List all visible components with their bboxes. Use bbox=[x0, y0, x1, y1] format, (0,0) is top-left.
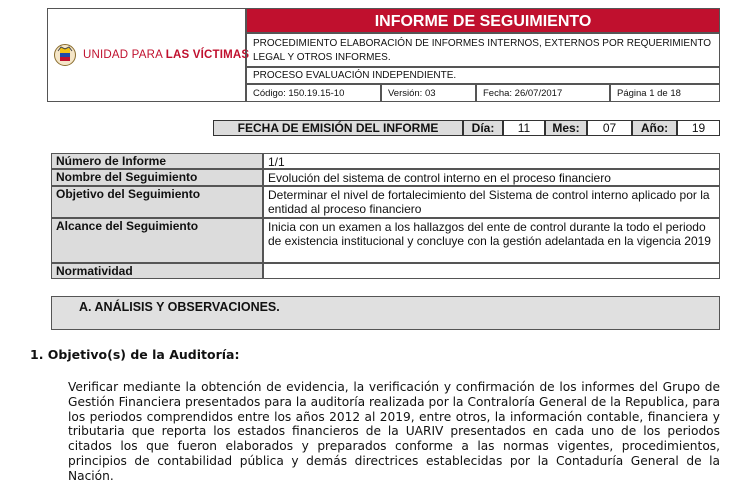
day-label: Día: bbox=[463, 120, 503, 136]
audit-objectives-paragraph: Verificar mediante la obtención de evidencia, la verificación y confirmación de los informes del Grupo de Gestión Financiera presentados para la auditoría realizada por la Contraloría General de la Republica, para los periodos comprendidos entre los años 2012 al 2019, entre otros, la información contable, financiera y tributaria que reporta los estados financieros de la UARIV presentados en cada uno de los periodos citados los que fueron elaborados y preparados conforme a las normas vigentes, procedimientos, principios de contabilidad pública y demás directrices establecidas por la Contaduría General de la Nación. bbox=[68, 380, 720, 483]
document-code: Código: 150.19.15-10 bbox=[246, 84, 381, 102]
month-value: 07 bbox=[587, 120, 632, 136]
document-version: Versión: 03 bbox=[381, 84, 476, 102]
tracking-scope-value: Inicia con un examen a los hallazgos del ente de control durante la todo el periodo de existencia institucional y concluye con la gestión adelantada en la vigencia 2019 bbox=[263, 218, 720, 263]
process-name: PROCESO EVALUACIÓN INDEPENDIENTE. bbox=[246, 67, 720, 84]
tracking-name-value: Evolución del sistema de control interno en el proceso financiero bbox=[263, 169, 720, 186]
emission-date-label: FECHA DE EMISIÓN DEL INFORME bbox=[213, 120, 463, 136]
year-value: 19 bbox=[677, 120, 720, 136]
tracking-objective-value: Determinar el nivel de fortalecimiento del Sistema de control interno aplicado por la entidad al proceso financiero bbox=[263, 186, 720, 218]
report-number-label: Número de Informe bbox=[51, 153, 263, 169]
logo-wordmark: UNIDAD PARA LAS VÍCTIMAS bbox=[83, 49, 250, 61]
month-label: Mes: bbox=[545, 120, 587, 136]
tracking-scope-label: Alcance del Seguimiento bbox=[51, 218, 263, 263]
page-number: Página 1 de 18 bbox=[610, 84, 720, 102]
section-analysis-heading: A. ANÁLISIS Y OBSERVACIONES. bbox=[51, 296, 720, 330]
document-date: Fecha: 26/07/2017 bbox=[476, 84, 610, 102]
year-label: Año: bbox=[632, 120, 677, 136]
regulations-label: Normatividad bbox=[51, 263, 263, 279]
tracking-objective-label: Objetivo del Seguimiento bbox=[51, 186, 263, 218]
regulations-value bbox=[263, 263, 720, 279]
colombia-seal-icon bbox=[54, 42, 76, 68]
day-value: 11 bbox=[503, 120, 545, 136]
tracking-name-label: Nombre del Seguimiento bbox=[51, 169, 263, 186]
procedure-name: PROCEDIMIENTO ELABORACIÓN DE INFORMES INTERNOS, EXTERNOS POR REQUERIMIENTO LEGAL Y OTROS INFORMES. bbox=[246, 33, 720, 67]
report-title: INFORME DE SEGUIMIENTO bbox=[246, 8, 720, 33]
report-number-value: 1/1 bbox=[263, 153, 720, 169]
audit-objectives-heading: 1. Objetivo(s) de la Auditoría: bbox=[30, 347, 240, 362]
